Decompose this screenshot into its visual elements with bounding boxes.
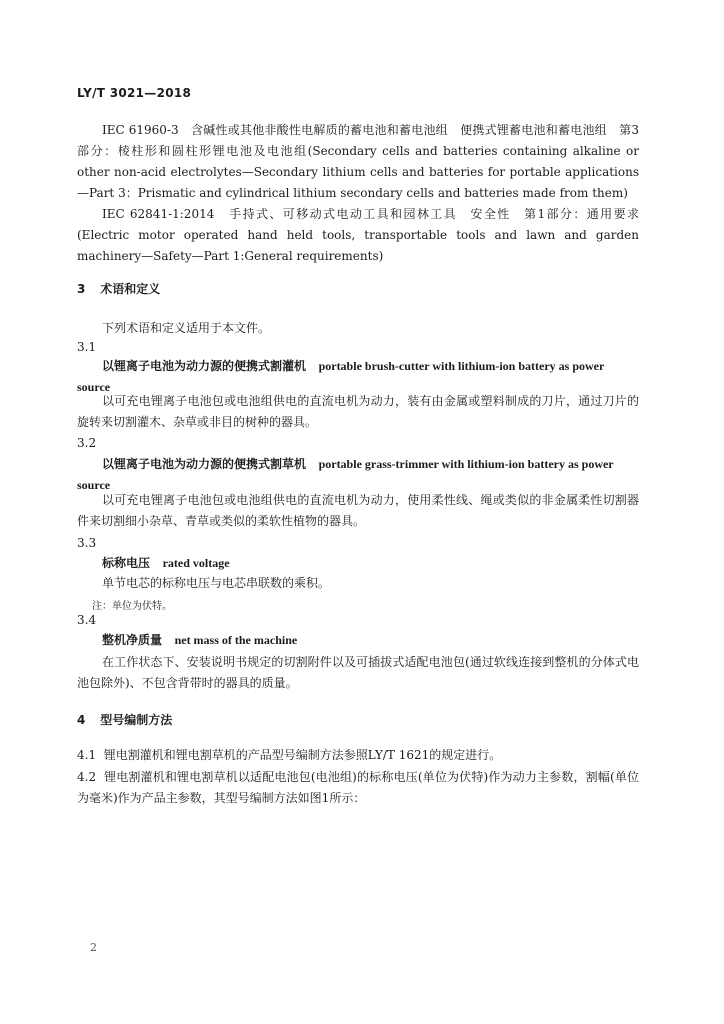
term-en: rated voltage [162,556,230,570]
clause-4-2 [77,767,639,809]
term-definition: 以可充电锂离子电池包或电池组供电的直流电机为动力，使用柔性线、绳或类似的非金属柔性切割器件来切割细小杂草、青草或类似的柔软性植物的器具。 [77,493,639,528]
term-zh: 以锂离子电池为动力源的便携式割灌机 [102,359,307,373]
section-4-title: 型号编制方法 [100,713,173,727]
clause-number: 3.3 [77,536,97,550]
section-3-number: 3 [77,282,86,296]
section-3-intro: 下列术语和定义适用于本文件。 [102,321,271,335]
clause-text: 锂电割灌机和锂电割草机的产品型号编制方法参照LY/T 1621的规定进行。 [103,748,502,762]
clause-number: 4.2 [77,770,97,784]
section-4-heading [77,711,172,728]
clause-number: 3.4 [77,613,97,627]
term-zh: 整机净质量 [102,633,163,647]
term-en: portable brush-cutter with lithium-ion battery as power source [77,359,605,394]
section-3-title: 术语和定义 [100,282,161,296]
reference-iec-61960-3: IEC 61960-3 含碱性或其他非酸性电解质的蓄电池和蓄电池组 便携式锂蓄电池和蓄电池组 第3部分：棱柱形和圆柱形锂电池及电池组(Secondary cells and batteries containing alkaline or other non-acid electrolytes—Secondary lithium cells and batteries for portable applications—Part 3：Prismatic and cylindrical lithium secondary cells and batteries made from them) [77,123,639,200]
standard-number-header: LY/T 3021—2018 [77,86,192,100]
term-en: portable grass-trimmer with lithium-ion battery as power source [77,457,614,492]
term-heading [77,630,639,651]
term-definition: 在工作状态下、安装说明书规定的切割附件以及可插拔式适配电池包(通过软线连接到整机的分体式电池包除外)、不包含背带时的器具的质量。 [77,655,639,690]
term-heading [77,553,639,574]
term-zh: 以锂离子电池为动力源的便携式割草机 [102,457,307,471]
term-note: 注：单位为伏特。 [92,601,172,612]
clause-4-1 [77,745,639,766]
term-definition: 以可充电锂离子电池包或电池组供电的直流电机为动力，装有由金属或塑料制成的刀片，通过刀片的旋转来切割灌木、杂草或非目的树种的器具。 [77,394,639,429]
term-zh: 标称电压 [102,556,151,570]
section-4-number: 4 [77,713,86,727]
section-3-heading [77,280,160,297]
clause-number: 4.1 [77,748,97,762]
clause-number: 3.1 [77,340,97,354]
clause-text: 锂电割灌机和锂电割草机以适配电池包(电池组)的标称电压(单位为伏特)作为动力主参数，割幅(单位为毫米)作为产品主参数，其型号编制方法如图1所示： [77,770,639,805]
clause-number: 3.2 [77,436,97,450]
reference-iec-62841-1: IEC 62841-1:2014 手持式、可移动式电动工具和园林工具 安全性 第1部分：通用要求(Electric motor operated hand held tools, transportable tools and lawn and garden machinery—Safety—Part 1:General requirements) [77,207,639,263]
term-en: net mass of the machine [174,633,298,647]
term-definition: 单节电芯的标称电压与电芯串联数的乘积。 [102,576,331,590]
page-number: 2 [90,941,97,954]
